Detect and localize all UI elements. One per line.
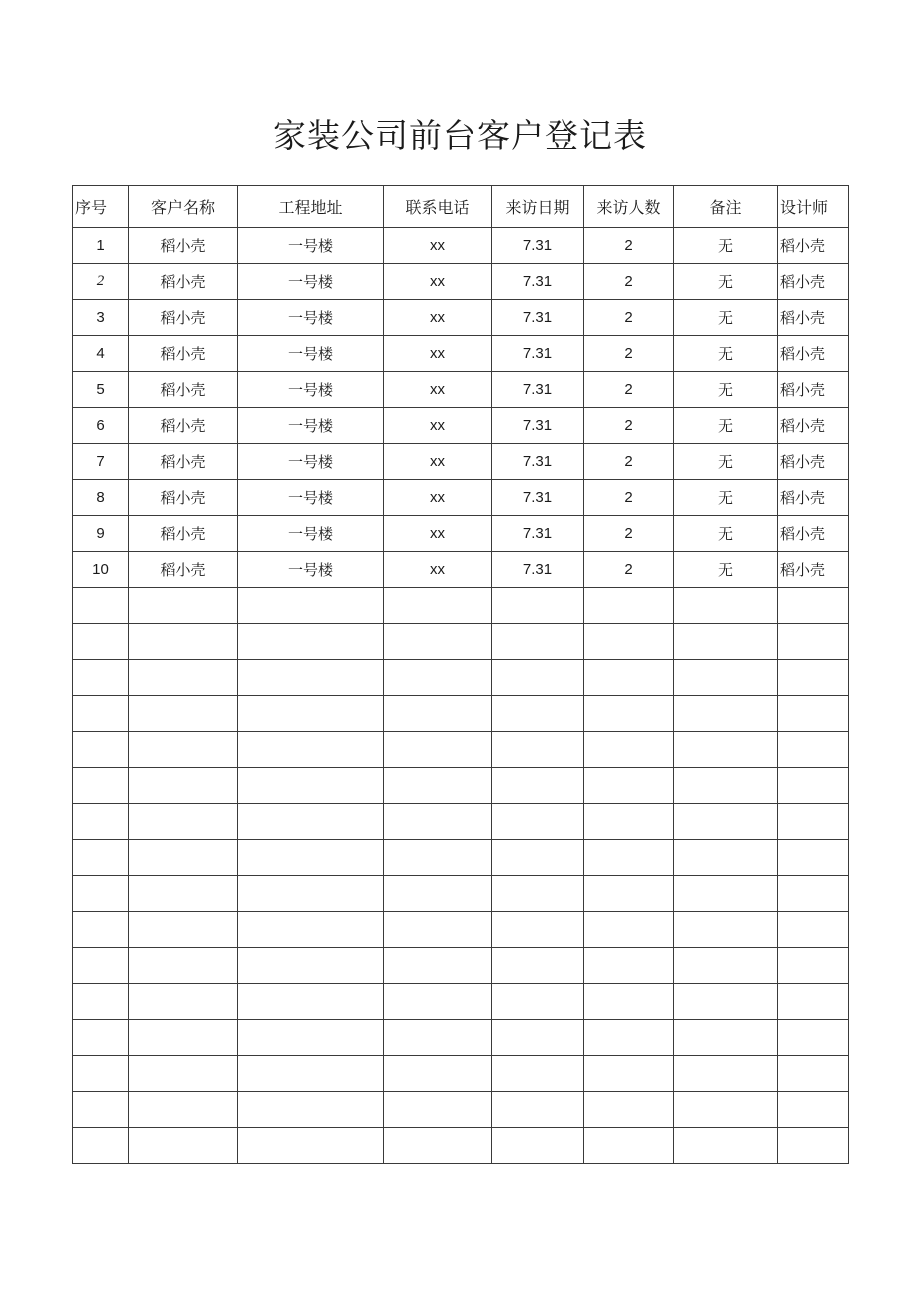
empty-cell bbox=[674, 1092, 778, 1128]
cell-designer: 稻小壳 bbox=[778, 516, 849, 552]
empty-cell bbox=[384, 1128, 492, 1164]
empty-cell bbox=[778, 984, 849, 1020]
empty-table-row bbox=[73, 1056, 849, 1092]
cell-project-address: 一号楼 bbox=[238, 408, 384, 444]
empty-cell bbox=[674, 588, 778, 624]
empty-cell bbox=[73, 804, 129, 840]
empty-cell bbox=[674, 696, 778, 732]
table-row bbox=[73, 408, 849, 444]
cell-remark: 无 bbox=[674, 336, 778, 372]
empty-cell bbox=[584, 948, 674, 984]
cell-project-address: 一号楼 bbox=[238, 336, 384, 372]
empty-table-row bbox=[73, 948, 849, 984]
table-row bbox=[73, 264, 849, 300]
empty-cell bbox=[73, 984, 129, 1020]
empty-table-row bbox=[73, 660, 849, 696]
empty-cell bbox=[238, 660, 384, 696]
empty-cell bbox=[778, 1020, 849, 1056]
empty-cell bbox=[129, 768, 238, 804]
empty-cell bbox=[778, 624, 849, 660]
empty-cell bbox=[238, 1056, 384, 1092]
empty-cell bbox=[584, 660, 674, 696]
cell-visit-date: 7.31 bbox=[492, 228, 584, 264]
table-row bbox=[73, 444, 849, 480]
cell-visitor-count: 2 bbox=[584, 552, 674, 588]
empty-cell bbox=[129, 1020, 238, 1056]
empty-cell bbox=[778, 912, 849, 948]
cell-project-address: 一号楼 bbox=[238, 516, 384, 552]
table-header-row bbox=[73, 186, 849, 228]
cell-seq: 3 bbox=[73, 300, 129, 336]
cell-visitor-count: 2 bbox=[584, 372, 674, 408]
table-row bbox=[73, 336, 849, 372]
cell-phone: xx bbox=[384, 408, 492, 444]
empty-cell bbox=[238, 624, 384, 660]
cell-remark: 无 bbox=[674, 516, 778, 552]
empty-cell bbox=[73, 840, 129, 876]
header-phone: 联系电话 bbox=[384, 186, 492, 228]
empty-cell bbox=[384, 984, 492, 1020]
cell-project-address: 一号楼 bbox=[238, 372, 384, 408]
empty-cell bbox=[238, 1020, 384, 1056]
empty-cell bbox=[384, 840, 492, 876]
empty-cell bbox=[73, 624, 129, 660]
empty-cell bbox=[778, 840, 849, 876]
empty-cell bbox=[674, 624, 778, 660]
empty-cell bbox=[238, 1092, 384, 1128]
cell-project-address: 一号楼 bbox=[238, 228, 384, 264]
cell-project-address: 一号楼 bbox=[238, 300, 384, 336]
empty-cell bbox=[73, 732, 129, 768]
empty-cell bbox=[778, 1128, 849, 1164]
empty-cell bbox=[384, 732, 492, 768]
cell-phone: xx bbox=[384, 372, 492, 408]
empty-cell bbox=[492, 804, 584, 840]
empty-cell bbox=[584, 912, 674, 948]
empty-table-row bbox=[73, 696, 849, 732]
cell-visit-date: 7.31 bbox=[492, 552, 584, 588]
cell-designer: 稻小壳 bbox=[778, 300, 849, 336]
empty-cell bbox=[129, 948, 238, 984]
empty-table-row bbox=[73, 984, 849, 1020]
cell-visitor-count: 2 bbox=[584, 228, 674, 264]
empty-table-row bbox=[73, 1128, 849, 1164]
cell-visit-date: 7.31 bbox=[492, 516, 584, 552]
cell-phone: xx bbox=[384, 300, 492, 336]
empty-cell bbox=[129, 732, 238, 768]
empty-cell bbox=[73, 1092, 129, 1128]
empty-cell bbox=[492, 732, 584, 768]
empty-cell bbox=[674, 948, 778, 984]
empty-cell bbox=[384, 588, 492, 624]
customer-register-table bbox=[72, 185, 849, 1164]
empty-cell bbox=[238, 876, 384, 912]
empty-cell bbox=[492, 624, 584, 660]
empty-cell bbox=[674, 732, 778, 768]
cell-customer-name: 稻小壳 bbox=[129, 372, 238, 408]
table-row bbox=[73, 552, 849, 588]
empty-cell bbox=[238, 984, 384, 1020]
cell-seq: 9 bbox=[73, 516, 129, 552]
empty-cell bbox=[73, 660, 129, 696]
cell-seq: 7 bbox=[73, 444, 129, 480]
empty-cell bbox=[584, 804, 674, 840]
cell-customer-name: 稻小壳 bbox=[129, 336, 238, 372]
header-visitor-count: 来访人数 bbox=[584, 186, 674, 228]
cell-phone: xx bbox=[384, 480, 492, 516]
empty-cell bbox=[129, 804, 238, 840]
table-row bbox=[73, 480, 849, 516]
cell-customer-name: 稻小壳 bbox=[129, 408, 238, 444]
empty-cell bbox=[778, 948, 849, 984]
cell-customer-name: 稻小壳 bbox=[129, 480, 238, 516]
empty-cell bbox=[492, 912, 584, 948]
cell-visitor-count: 2 bbox=[584, 336, 674, 372]
cell-visit-date: 7.31 bbox=[492, 264, 584, 300]
empty-cell bbox=[584, 1020, 674, 1056]
empty-cell bbox=[492, 840, 584, 876]
empty-cell bbox=[238, 732, 384, 768]
cell-visitor-count: 2 bbox=[584, 480, 674, 516]
empty-cell bbox=[778, 588, 849, 624]
empty-cell bbox=[129, 1056, 238, 1092]
empty-cell bbox=[584, 624, 674, 660]
cell-visitor-count: 2 bbox=[584, 264, 674, 300]
empty-cell bbox=[584, 732, 674, 768]
empty-table-row bbox=[73, 912, 849, 948]
empty-cell bbox=[129, 1128, 238, 1164]
empty-cell bbox=[238, 1128, 384, 1164]
empty-cell bbox=[384, 948, 492, 984]
empty-table-row bbox=[73, 588, 849, 624]
empty-cell bbox=[129, 588, 238, 624]
cell-project-address: 一号楼 bbox=[238, 480, 384, 516]
cell-remark: 无 bbox=[674, 444, 778, 480]
cell-designer: 稻小壳 bbox=[778, 228, 849, 264]
empty-cell bbox=[584, 1128, 674, 1164]
header-project-address: 工程地址 bbox=[238, 186, 384, 228]
empty-cell bbox=[778, 804, 849, 840]
cell-remark: 无 bbox=[674, 300, 778, 336]
header-seq: 序号 bbox=[73, 186, 129, 228]
empty-cell bbox=[492, 588, 584, 624]
empty-cell bbox=[73, 876, 129, 912]
empty-cell bbox=[674, 876, 778, 912]
cell-customer-name: 稻小壳 bbox=[129, 228, 238, 264]
cell-visit-date: 7.31 bbox=[492, 444, 584, 480]
cell-remark: 无 bbox=[674, 372, 778, 408]
empty-cell bbox=[238, 840, 384, 876]
cell-project-address: 一号楼 bbox=[238, 552, 384, 588]
empty-cell bbox=[584, 1092, 674, 1128]
cell-visit-date: 7.31 bbox=[492, 480, 584, 516]
cell-visitor-count: 2 bbox=[584, 408, 674, 444]
cell-seq: 4 bbox=[73, 336, 129, 372]
empty-cell bbox=[674, 660, 778, 696]
empty-cell bbox=[129, 660, 238, 696]
empty-cell bbox=[384, 696, 492, 732]
empty-cell bbox=[492, 948, 584, 984]
empty-table-row bbox=[73, 840, 849, 876]
cell-designer: 稻小壳 bbox=[778, 408, 849, 444]
cell-designer: 稻小壳 bbox=[778, 480, 849, 516]
empty-cell bbox=[492, 1056, 584, 1092]
empty-cell bbox=[778, 696, 849, 732]
empty-cell bbox=[674, 1056, 778, 1092]
empty-cell bbox=[492, 1092, 584, 1128]
empty-cell bbox=[492, 1020, 584, 1056]
cell-remark: 无 bbox=[674, 264, 778, 300]
header-remark: 备注 bbox=[674, 186, 778, 228]
cell-remark: 无 bbox=[674, 228, 778, 264]
empty-cell bbox=[73, 1056, 129, 1092]
table-row bbox=[73, 300, 849, 336]
cell-phone: xx bbox=[384, 264, 492, 300]
cell-seq: 5 bbox=[73, 372, 129, 408]
empty-cell bbox=[584, 876, 674, 912]
empty-cell bbox=[384, 768, 492, 804]
empty-cell bbox=[778, 732, 849, 768]
cell-designer: 稻小壳 bbox=[778, 372, 849, 408]
empty-cell bbox=[778, 876, 849, 912]
cell-customer-name: 稻小壳 bbox=[129, 516, 238, 552]
empty-cell bbox=[674, 1020, 778, 1056]
empty-cell bbox=[492, 660, 584, 696]
empty-cell bbox=[778, 768, 849, 804]
empty-cell bbox=[384, 624, 492, 660]
empty-cell bbox=[778, 660, 849, 696]
cell-customer-name: 稻小壳 bbox=[129, 552, 238, 588]
empty-cell bbox=[778, 1092, 849, 1128]
table-body bbox=[73, 228, 849, 1164]
cell-visitor-count: 2 bbox=[584, 300, 674, 336]
cell-visit-date: 7.31 bbox=[492, 408, 584, 444]
empty-cell bbox=[129, 624, 238, 660]
empty-cell bbox=[73, 696, 129, 732]
empty-cell bbox=[384, 804, 492, 840]
cell-remark: 无 bbox=[674, 552, 778, 588]
empty-cell bbox=[674, 804, 778, 840]
empty-table-row bbox=[73, 624, 849, 660]
cell-visitor-count: 2 bbox=[584, 444, 674, 480]
empty-cell bbox=[674, 1128, 778, 1164]
empty-cell bbox=[73, 588, 129, 624]
empty-cell bbox=[674, 840, 778, 876]
cell-designer: 稻小壳 bbox=[778, 552, 849, 588]
cell-designer: 稻小壳 bbox=[778, 444, 849, 480]
cell-designer: 稻小壳 bbox=[778, 264, 849, 300]
cell-designer: 稻小壳 bbox=[778, 336, 849, 372]
empty-cell bbox=[584, 768, 674, 804]
empty-cell bbox=[384, 660, 492, 696]
empty-cell bbox=[238, 912, 384, 948]
empty-cell bbox=[674, 768, 778, 804]
cell-seq: 2 bbox=[73, 264, 129, 300]
empty-cell bbox=[129, 696, 238, 732]
empty-cell bbox=[129, 984, 238, 1020]
cell-seq: 10 bbox=[73, 552, 129, 588]
cell-customer-name: 稻小壳 bbox=[129, 444, 238, 480]
empty-cell bbox=[492, 876, 584, 912]
empty-table-row bbox=[73, 1092, 849, 1128]
cell-seq: 8 bbox=[73, 480, 129, 516]
empty-cell bbox=[492, 984, 584, 1020]
empty-cell bbox=[674, 912, 778, 948]
cell-phone: xx bbox=[384, 228, 492, 264]
empty-cell bbox=[238, 696, 384, 732]
cell-customer-name: 稻小壳 bbox=[129, 264, 238, 300]
empty-cell bbox=[129, 876, 238, 912]
cell-phone: xx bbox=[384, 336, 492, 372]
empty-cell bbox=[584, 588, 674, 624]
table-row bbox=[73, 516, 849, 552]
empty-cell bbox=[384, 1056, 492, 1092]
page-title: 家装公司前台客户登记表 bbox=[273, 116, 647, 155]
cell-customer-name: 稻小壳 bbox=[129, 300, 238, 336]
empty-cell bbox=[73, 1020, 129, 1056]
empty-cell bbox=[73, 912, 129, 948]
empty-cell bbox=[674, 984, 778, 1020]
empty-cell bbox=[384, 876, 492, 912]
empty-cell bbox=[584, 696, 674, 732]
cell-phone: xx bbox=[384, 516, 492, 552]
cell-seq: 1 bbox=[73, 228, 129, 264]
empty-cell bbox=[129, 1092, 238, 1128]
empty-cell bbox=[129, 912, 238, 948]
empty-cell bbox=[384, 1020, 492, 1056]
empty-table-row bbox=[73, 1020, 849, 1056]
cell-visit-date: 7.31 bbox=[492, 336, 584, 372]
table-row bbox=[73, 372, 849, 408]
empty-cell bbox=[238, 588, 384, 624]
empty-cell bbox=[73, 768, 129, 804]
cell-visitor-count: 2 bbox=[584, 516, 674, 552]
empty-cell bbox=[584, 984, 674, 1020]
empty-table-row bbox=[73, 876, 849, 912]
header-designer: 设计师 bbox=[778, 186, 849, 228]
table-row bbox=[73, 228, 849, 264]
empty-cell bbox=[73, 1128, 129, 1164]
cell-visit-date: 7.31 bbox=[492, 372, 584, 408]
cell-project-address: 一号楼 bbox=[238, 444, 384, 480]
empty-cell bbox=[238, 768, 384, 804]
header-visit-date: 来访日期 bbox=[492, 186, 584, 228]
empty-cell bbox=[384, 1092, 492, 1128]
cell-seq: 6 bbox=[73, 408, 129, 444]
empty-cell bbox=[238, 804, 384, 840]
empty-table-row bbox=[73, 804, 849, 840]
empty-cell bbox=[238, 948, 384, 984]
empty-cell bbox=[492, 768, 584, 804]
empty-cell bbox=[584, 1056, 674, 1092]
empty-table-row bbox=[73, 768, 849, 804]
cell-visit-date: 7.31 bbox=[492, 300, 584, 336]
empty-cell bbox=[584, 840, 674, 876]
cell-remark: 无 bbox=[674, 480, 778, 516]
empty-cell bbox=[73, 948, 129, 984]
empty-cell bbox=[492, 696, 584, 732]
cell-remark: 无 bbox=[674, 408, 778, 444]
empty-cell bbox=[384, 912, 492, 948]
cell-phone: xx bbox=[384, 444, 492, 480]
cell-project-address: 一号楼 bbox=[238, 264, 384, 300]
cell-phone: xx bbox=[384, 552, 492, 588]
empty-cell bbox=[129, 840, 238, 876]
empty-cell bbox=[778, 1056, 849, 1092]
empty-cell bbox=[492, 1128, 584, 1164]
header-customer-name: 客户名称 bbox=[129, 186, 238, 228]
empty-table-row bbox=[73, 732, 849, 768]
